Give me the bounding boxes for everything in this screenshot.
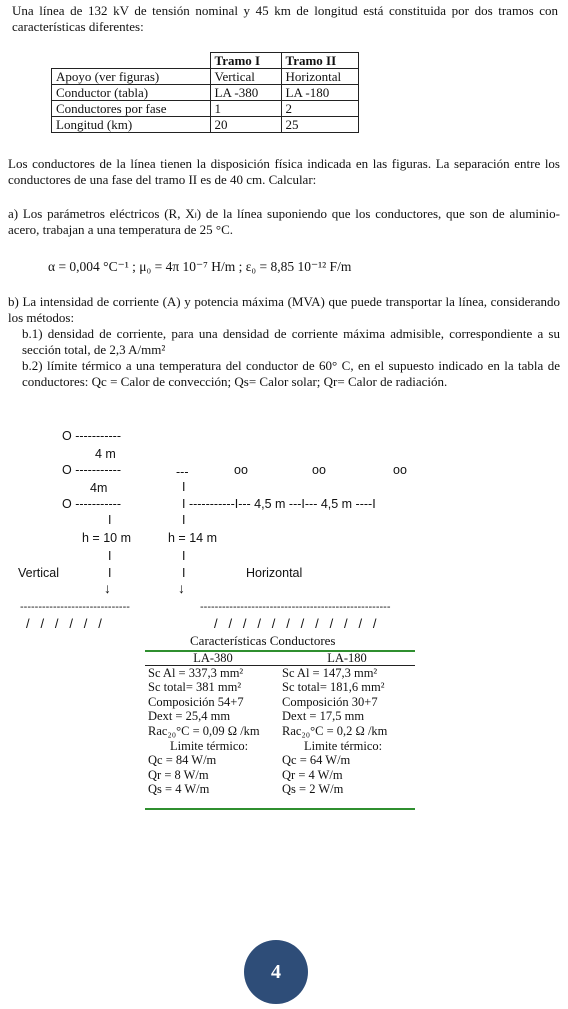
horizontal-bundle-3: oo bbox=[393, 463, 407, 477]
horizontal-span-line: I -----------I--- 4,5 m ---I--- 4,5 m ----I bbox=[182, 497, 376, 511]
horizontal-tick: I bbox=[182, 513, 186, 527]
vertical-conductor-2: O ----------- bbox=[62, 463, 121, 477]
conductor-name: LA-380 bbox=[193, 651, 233, 665]
table-row: Longitud (km) 20 25 bbox=[52, 117, 359, 133]
vertical-tick: I bbox=[108, 566, 112, 580]
intro-paragraph: Una línea de 132 kV de tensión nominal y 45 km de longitud está constituida por dos tramos con características diferentes: bbox=[12, 3, 558, 34]
conductor-col-la180: LA-180 Sc Al = 147,3 mm² Sc total= 181,6 mm² Composición 30+7 Dext = 17,5 mm Rac₂₀°C = 0,2 Ω /km Limite térmico: Qc = 64 W/m Qr = 4 W/m Qs = 2 W/m bbox=[282, 651, 412, 797]
horizontal-top-dashes: --- bbox=[176, 465, 189, 479]
vertical-spacing-label: 4 m bbox=[95, 447, 116, 461]
header-tramo-1: Tramo I bbox=[210, 53, 281, 69]
vertical-label: Vertical bbox=[18, 566, 59, 580]
ground-hatch-right: / / / / / / / / / / / / bbox=[214, 616, 377, 631]
horizontal-bundle-1: oo bbox=[234, 463, 248, 477]
table-header-row bbox=[52, 53, 359, 69]
table-row: Conductores por fase 1 2 bbox=[52, 101, 359, 117]
vertical-height-label: h = 10 m bbox=[82, 531, 131, 545]
table-row: Apoyo (ver figuras) Vertical Horizontal bbox=[52, 69, 359, 85]
vertical-spacing-label-b: 4m bbox=[90, 481, 108, 495]
ground-line-left: ------------------------------ bbox=[20, 601, 130, 613]
constants-line: α = 0,004 °C⁻¹ ; μ₀ = 4π 10⁻⁷ H/m ; ε₀ = 8,85 10⁻¹² F/m bbox=[48, 259, 352, 274]
part-a: a) Los parámetros eléctricos (R, Xₗ) de la línea suponiendo que los conductores, que son de aluminio-acero, trabajan a una temperatura de 25 °C. bbox=[8, 206, 560, 237]
header-tramo-2: Tramo II bbox=[281, 53, 358, 69]
page-number-badge: 4 bbox=[244, 940, 308, 1004]
part-b: b) La intensidad de corriente (A) y potencia máxima (MVA) que puede transportar la línea, considerando los métodos: bbox=[8, 294, 560, 325]
ground-line-right: ---------------------------------------------------- bbox=[200, 601, 391, 613]
down-arrow-icon: ↓ bbox=[104, 580, 111, 596]
conductors-title: Características Conductores bbox=[190, 633, 336, 648]
vertical-tick: I bbox=[108, 549, 112, 563]
conductor-name: LA-180 bbox=[327, 651, 367, 665]
conductor-col-la380: LA-380 Sc Al = 337,3 mm² Sc total= 381 mm² Composición 54+7 Dext = 25,4 mm Rac₂₀°C = 0,09 Ω /km Limite térmico: Qc = 84 W/m Qr = 8 W/m Qs = 4 W/m bbox=[148, 651, 278, 797]
vertical-conductor-1: O ----------- bbox=[62, 429, 121, 443]
vertical-conductor-3: O ----------- bbox=[62, 497, 121, 511]
horizontal-label: Horizontal bbox=[246, 566, 303, 580]
vertical-tick: I bbox=[108, 513, 112, 527]
table-bottom-rule bbox=[145, 808, 415, 810]
horizontal-tick: I bbox=[182, 480, 186, 494]
horizontal-bundle-2: oo bbox=[312, 463, 326, 477]
disposicion-paragraph: Los conductores de la línea tienen la disposición física indicada en las figuras. La separación entre los conductores de una fase del tramo II es de 40 cm. Calcular: bbox=[8, 156, 560, 187]
ground-hatch-left: / / / / / / bbox=[26, 616, 102, 631]
horizontal-height-label: h = 14 m bbox=[168, 531, 217, 545]
table-row: Conductor (tabla) LA -380 LA -180 bbox=[52, 85, 359, 101]
horizontal-tick: I bbox=[182, 549, 186, 563]
header-underline bbox=[145, 665, 415, 666]
tramos-table bbox=[51, 52, 359, 133]
part-b2: b.2) límite térmico a una temperatura del conductor de 60° C, en el supuesto indicado en la tabla de conductores: Qc = Calor de convección; Qs= Calor solar; Qr= Calor de radiación. bbox=[22, 358, 560, 389]
horizontal-tick: I bbox=[182, 566, 186, 580]
part-b1: b.1) densidad de corriente, para una densidad de corriente máxima admisible, correspondiente a su sección total, de 2,3 A/mm² bbox=[22, 326, 560, 357]
down-arrow-icon: ↓ bbox=[178, 580, 185, 596]
